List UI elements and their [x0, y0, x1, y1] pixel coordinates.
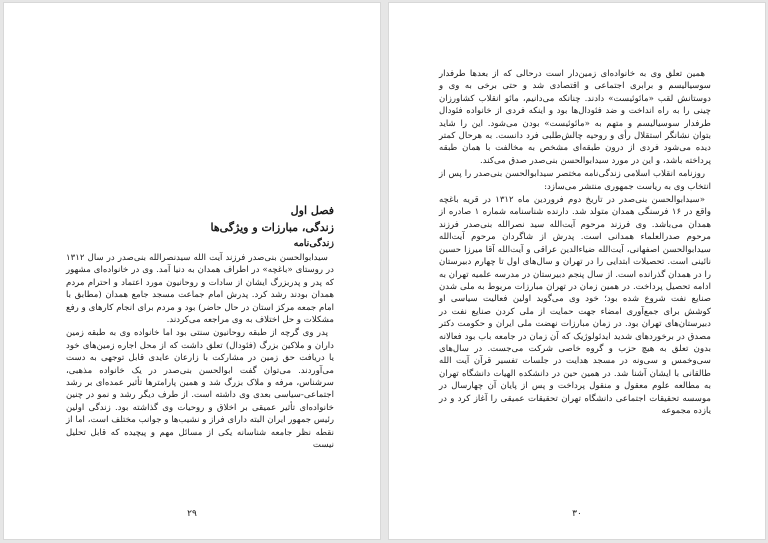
chapter-subtitle: زندگی، مبارزات و ویژگی‌ها — [210, 221, 334, 234]
paragraph: همین تعلق وی به خانواده‌ای زمین‌دار است درحالی که از بعدها طرفدار سوسیالیسم و برابری اجتماعی و اقتصادی شد و حتی برخی به وی و دوستانش لقب «مائوئیست» دادند. چنانکه می‌دانیم، مائو انقلاب کشاورزان چینی را به راه انداخت و ضد فئودال‌ها بود و اینکه فردی از خانواده فئودال طرفدار سوسیالیسم و متهم به «مائوئیست» بودن می‌شود. این را شاید بتوان نشانگر استقلال رأی و روحیه چالش‌طلبی فرد دانست. به هرحال کمتر دیده می‌شود فردی از درون طبقه‌ای مشخص به مخالفت با همان طبقه پرداخته باشد، و این در مورد سیدابوالحسن بنی‌صدر صدق می‌کند. — [439, 69, 711, 166]
page-number: ۳۰ — [572, 509, 582, 519]
right-page — [388, 2, 766, 540]
paragraph: پدر وی گرچه از طبقه روحانیون سنتی بود اما خانواده وی به طبقه زمین داران و ملاکین بزرگ (فئودال) تعلق داشت که از محل اجاره زمین‌های خود یا دریافت حق زمین در مشارکت با زارعان عایدی قابل توجهی به دست می‌آوردند. می‌توان گفت ابوالحسن بنی‌صدر در یک خانواده مذهبی، سرشناس، مرفه و ملاک بزرگ شد و همین پارامترها تأثیر عمده‌ای بر رشد اجتماعی-سیاسی بعدی وی داشته است. از طرف دیگر رشد و نمو در چنین خانواده‌ای تأثیر عمیقی بر اخلاق و روحیات وی گذاشته بود. زندگی اولین رئیس جمهور ایران البته دارای فراز و نشیب‌ها و جوانب مختلف است، اما از نقطه نظر جامعه شناسانه یکی از مسائل مهم و پیچیده که قابل تحلیل نیست — [66, 328, 334, 451]
paragraph: روزنامه انقلاب اسلامی زندگی‌نامه مختصر سیدابوالحسن بنی‌صدر را پس از انتخاب وی به ریاست جمهوری منتشر می‌سازد: — [439, 169, 711, 192]
right-page-text — [439, 68, 711, 417]
paragraph: سیدابوالحسن بنی‌صدر فرزند آیت الله سیدنصرالله بنی‌صدر در سال ۱۳۱۲ در روستای «باغچه» در اطراف همدان به دنیا آمد. وی در خانواده‌ای مشهور که پدر و پدربزرگ ایشان از سادات و روحانیون مورد اعتماد و احترام مردم همدان بودند رشد کرد. پدرش امام جماعت مسجد جامع همدان (مطابق با امام جمعه مرکز استان در حال حاضر) بود و مردم برای انجام کارهای و رفع مشکلات و حل اختلاف به وی مراجعه می‌کردند. — [66, 253, 334, 326]
paragraph: «سیدابوالحسن بنی‌صدر در تاریخ دوم فروردین ماه ۱۳۱۲ در قریه باغچه واقع در ۱۶ فرسنگی همدان متولد شد. دارنده شناسنامه شماره ۱ صادره از همدان می‌باشد. وی فرزند مرحوم آیت‌الله سید نصرالله بنی‌صدر فرزند مرحوم صدرالعلماء همدانی است. پدرش از شاگردان مرحوم آیت‌الله سیدابوالحسن اصفهانی، آیت‌الله ضیاءالدین عراقی و آیت‌الله آقا میرزا حسین نائینی است. تحصیلات ابتدایی را در تهران و سال‌های اول تا چهارم دبیرستان را در همدان گذرانده است. از سال پنجم دبیرستان در مدرسه علمیه تهران به ادامه تحصیل پرداخت. در همین زمان در تهران مبارزات مربوط به ملی شدن صنایع نفت شروع شده بود؛ خود وی می‌گوید اولین فعالیت سیاسی او کوشش برای جمع‌آوری امضاء جهت حمایت از ملی کردن صنایع نفت در دبیرستان‌های تهران بود. در زمان مبارزات نهضت ملی ایران و حکومت دکتر مصدق در برخوردهای شدید ایدئولوژیک که آن زمان در جامعه باب بود فعالانه بدون تعلق به هیچ حزب و گروه خاصی شرکت می‌جست. در سال‌های سی‌وخمس و سی‌ونه در مسجد هدایت در جلسات تفسیر قرآن آیت الله طالقانی با ایشان آشنا شد. در همین حین در دانشکده الهیات دانشگاه تهران به مطالعه علوم معقول و منقول پرداخت و پس از پایان آن چهارسال در موسسه تحقیقات اجتماعی دانشگاه تهران تحقیقات عمیقی را آغاز کرد و در یازده مجموعه — [439, 195, 711, 416]
left-page — [3, 2, 381, 540]
section-title: زندگی‌نامه — [293, 238, 334, 249]
left-page-text — [66, 203, 334, 452]
chapter-title: فصل اول — [290, 204, 334, 217]
page-number: ۲۹ — [187, 509, 197, 519]
